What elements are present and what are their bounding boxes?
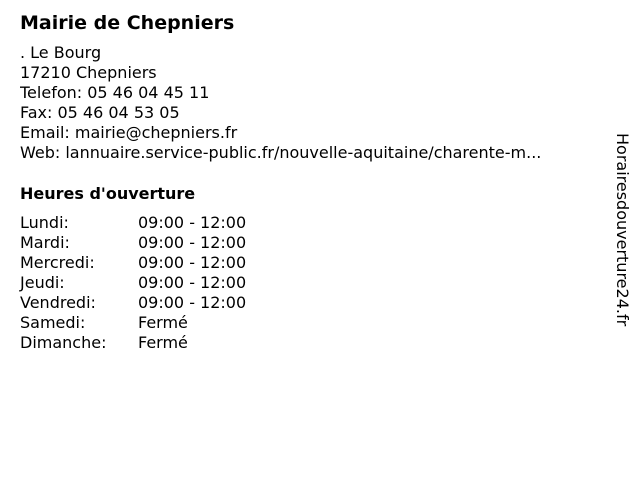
day-label: Jeudi: [20, 273, 65, 292]
email-address: Email: mairie@chepniers.fr [20, 123, 238, 142]
watermark-text: Horairesdouverture24.fr [613, 133, 632, 327]
hours-row-wednesday [20, 253, 300, 273]
opening-hours-heading: Heures d'ouverture [20, 184, 196, 203]
time-value: Fermé [138, 313, 188, 332]
street-address: . Le Bourg [20, 43, 102, 62]
day-label: Mercredi: [20, 253, 95, 272]
opening-hours-table [20, 213, 300, 353]
hours-row-friday [20, 293, 300, 313]
time-value: 09:00 - 12:00 [138, 293, 247, 312]
page-title: Mairie de Chepniers [20, 12, 235, 34]
contact-block [20, 43, 610, 163]
postal-city: 17210 Chepniers [20, 63, 157, 82]
hours-row-tuesday [20, 233, 300, 253]
time-value: 09:00 - 12:00 [138, 253, 247, 272]
fax-number: Fax: 05 46 04 53 05 [20, 103, 180, 122]
hours-row-thursday [20, 273, 300, 293]
day-label: Samedi: [20, 313, 86, 332]
time-value: 09:00 - 12:00 [138, 273, 247, 292]
time-value: Fermé [138, 333, 188, 352]
day-label: Vendredi: [20, 293, 96, 312]
day-label: Lundi: [20, 213, 69, 232]
phone-number: Telefon: 05 46 04 45 11 [20, 83, 210, 102]
hours-row-saturday [20, 313, 300, 333]
website-link: Web: lannuaire.service-public.fr/nouvelle-aquitaine/charente-m... [20, 143, 542, 162]
site-watermark [609, 133, 635, 348]
hours-row-sunday [20, 333, 300, 353]
day-label: Mardi: [20, 233, 70, 252]
time-value: 09:00 - 12:00 [138, 233, 247, 252]
day-label: Dimanche: [20, 333, 107, 352]
time-value: 09:00 - 12:00 [138, 213, 247, 232]
hours-row-monday [20, 213, 300, 233]
